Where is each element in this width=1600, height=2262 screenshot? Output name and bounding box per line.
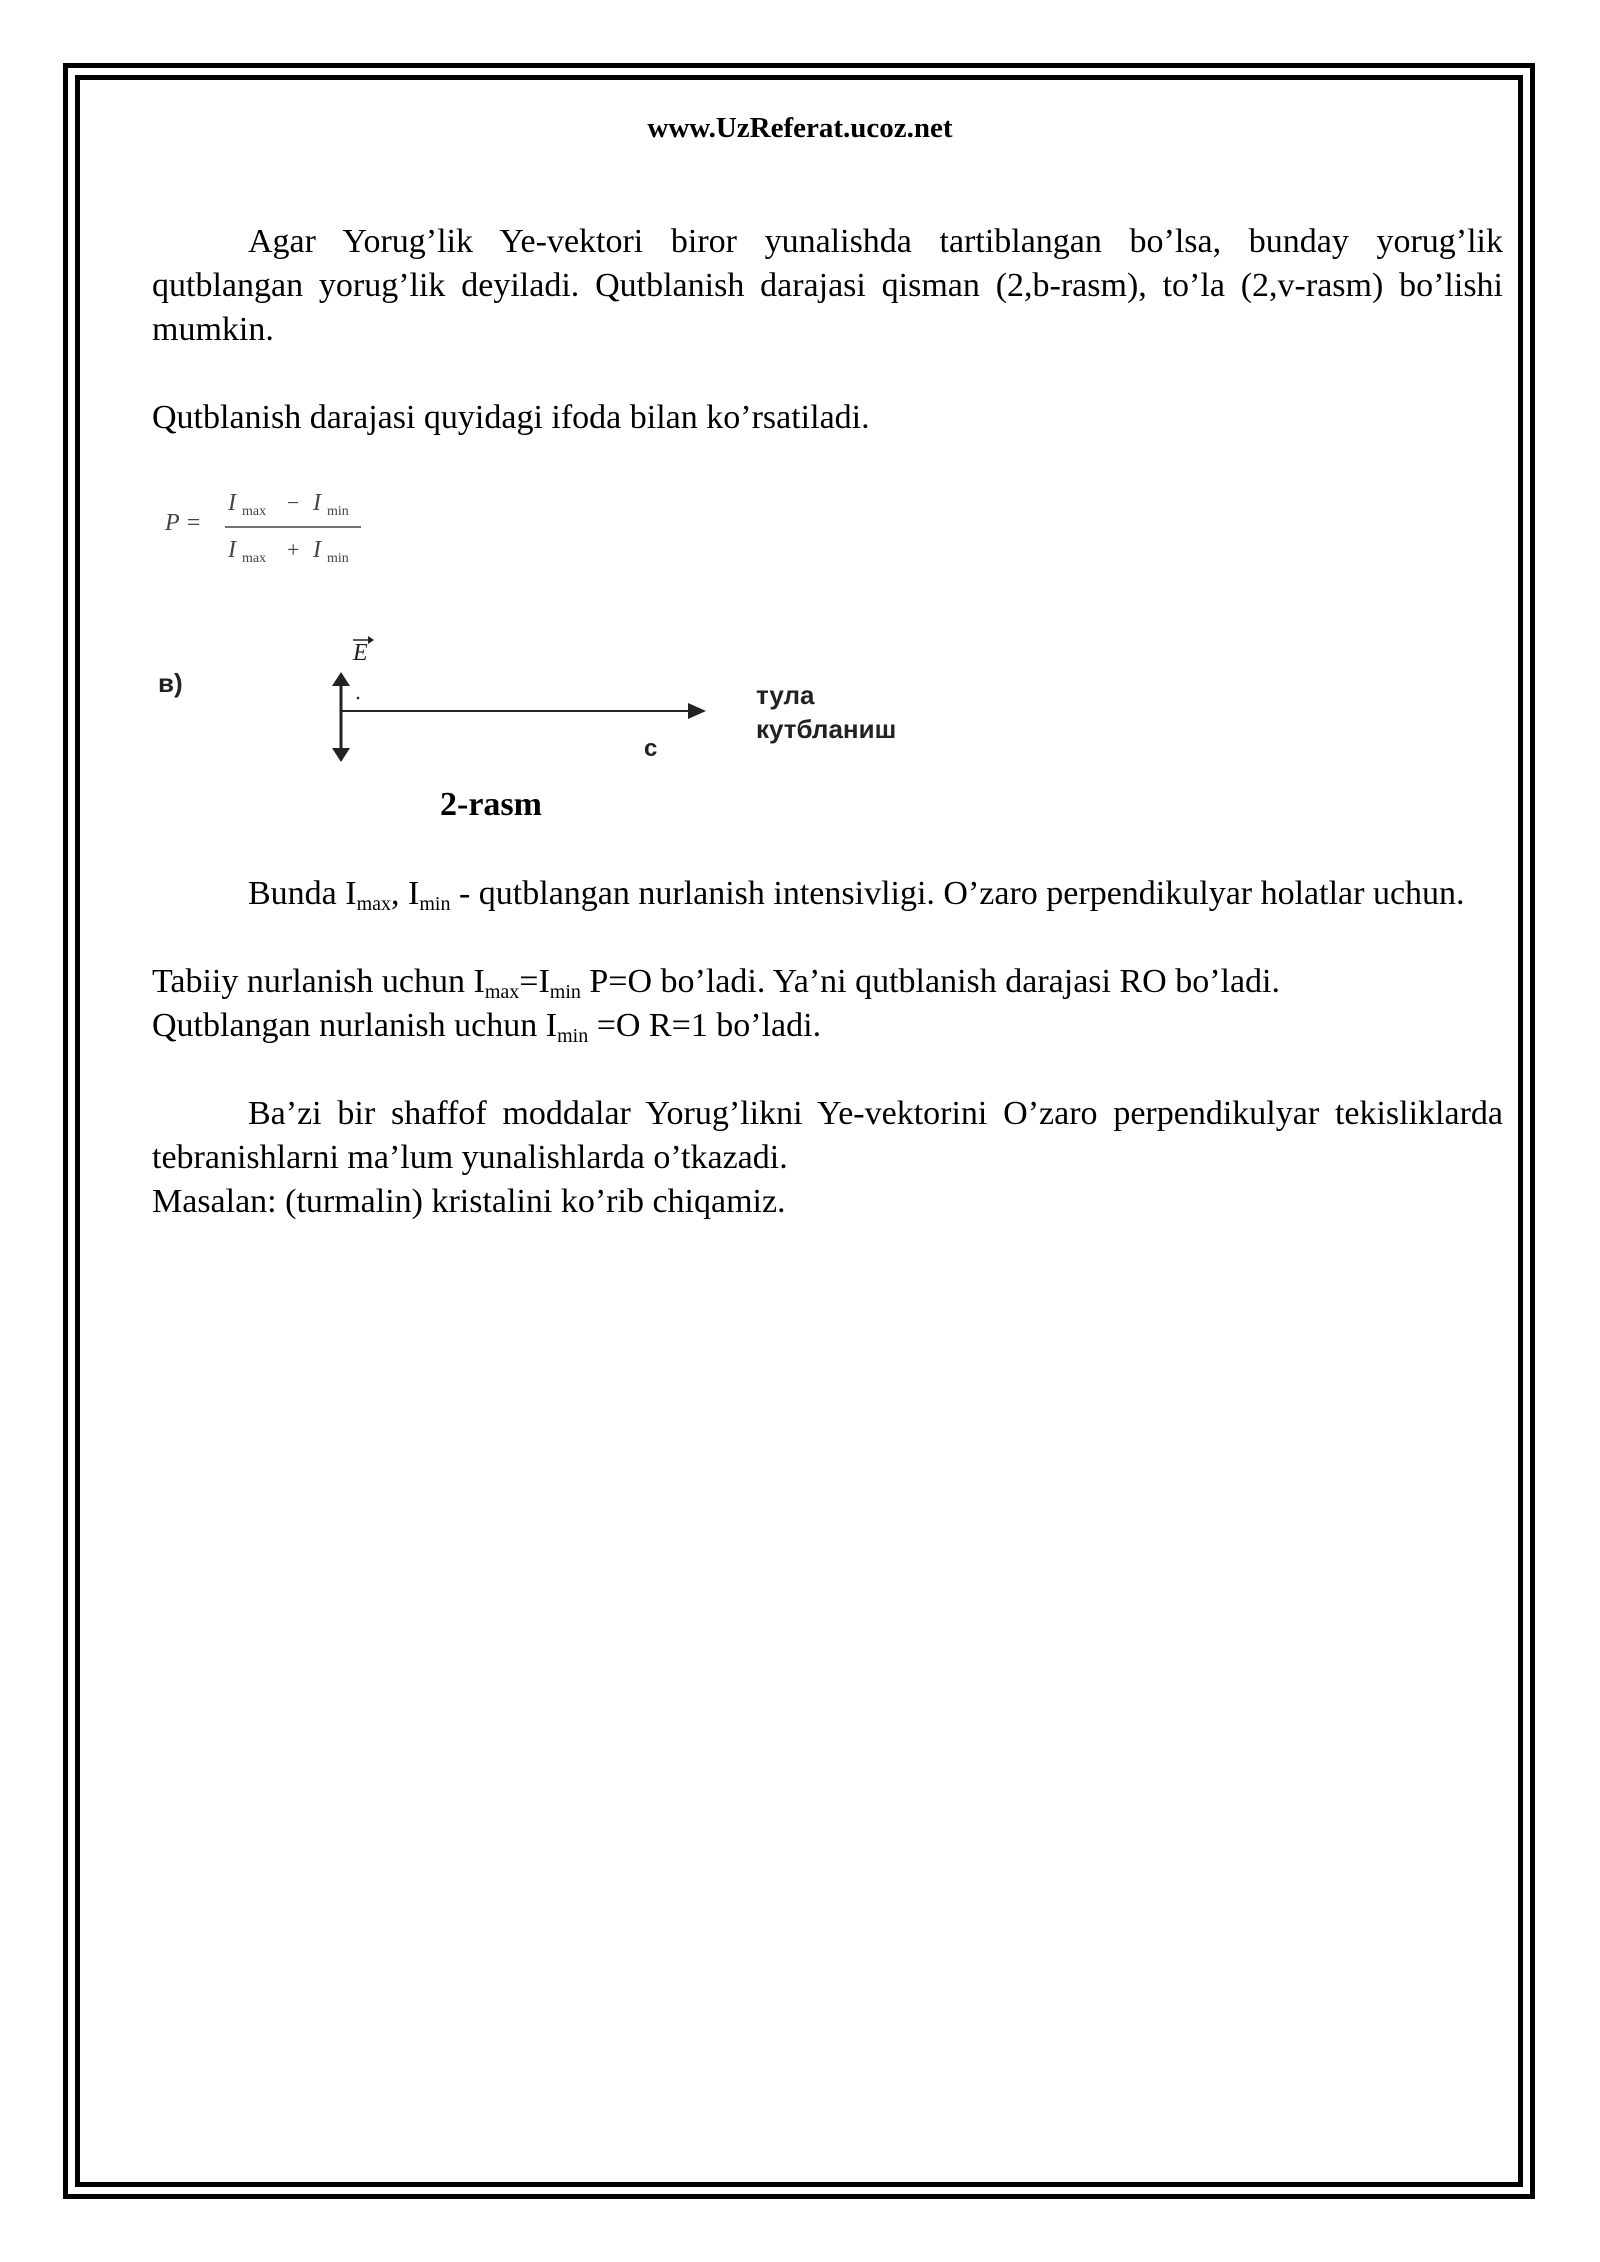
p3-part-b: , I xyxy=(391,875,420,912)
p4-part-a: Tabiiy nurlanish uchun I xyxy=(152,963,485,1000)
formula-den-i1: I xyxy=(228,537,236,563)
propagation-arrow-head xyxy=(688,703,706,719)
dot-marker xyxy=(357,697,360,700)
p4-sub-max: max xyxy=(484,981,520,1003)
paragraph-7: Masalan: (turmalin) kristalini ko’rib chiqamiz. xyxy=(152,1183,786,1220)
paragraph-6: Ba’zi bir shaffof moddalar Yorug’likni Ye-vektorini O’zaro perpendikulyar tekisliklarda tebranishlarni ma’lum yunalishlarda o’tkazadi. xyxy=(152,1095,1503,1176)
formula-num-minus: − xyxy=(287,490,300,515)
p3-part-c: - qutblangan nurlanish intensivligi. O’zaro perpendikulyar holatlar uchun. xyxy=(450,875,1465,912)
p5-part-a: Qutblangan nurlanish uchun I xyxy=(152,1007,558,1044)
formula-den-sub2: min xyxy=(327,551,349,566)
p5-sub-min: min xyxy=(557,1025,589,1047)
paragraph-5 xyxy=(152,1004,1503,1048)
e-vector-up-arrow xyxy=(332,672,350,686)
p4-part-b: =I xyxy=(519,963,550,1000)
figure-caption: 2-rasm xyxy=(440,786,542,823)
side-label-2: кутбланиш xyxy=(756,714,897,744)
side-label-1: тула xyxy=(756,680,815,710)
p3-sub-max: max xyxy=(356,893,392,915)
paragraph-1: Agar Yorug’lik Ye-vektori biror yunalishda tartiblangan bo’lsa, bunday yorug’lik qutblangan yorug’lik deyiladi. Qutblanish darajasi qisman (2,b-rasm), to’la (2,v-rasm) bo’lishi mumkin. xyxy=(152,223,1503,348)
formula-num-sub1: max xyxy=(242,504,267,519)
paragraph-2: Qutblanish darajasi quyidagi ifoda bilan ko’rsatiladi. xyxy=(152,399,870,436)
p3-sub-min: min xyxy=(419,893,451,915)
e-vector-label: E xyxy=(353,640,368,666)
formula-den-sub1: max xyxy=(242,551,267,566)
formula-num-i2: I xyxy=(313,490,321,516)
p4-sub-min: min xyxy=(549,981,581,1003)
p4-part-c: P=O bo’ladi. Ya’ni qutblanish darajasi RO bo’ladi. xyxy=(580,963,1280,1000)
e-vector-overline-head xyxy=(368,636,374,644)
p3-part-a: Bunda I xyxy=(248,875,357,912)
formula-lhs: P = xyxy=(165,510,202,536)
text-block-2 xyxy=(152,872,1503,1224)
formula-den-plus: + xyxy=(287,537,300,562)
formula-den-i2: I xyxy=(313,537,321,563)
formula-num-i1: I xyxy=(228,490,236,516)
formula-num-sub2: min xyxy=(327,504,349,519)
p5-part-b: =O R=1 bo’ladi. xyxy=(588,1007,822,1044)
panel-label: в) xyxy=(158,668,183,698)
paragraph-4 xyxy=(152,960,1503,1004)
text-block-1 xyxy=(152,220,1503,440)
polarization-formula xyxy=(165,485,395,575)
c-label: c xyxy=(644,735,658,762)
e-vector-down-arrow xyxy=(332,748,350,762)
polarization-figure xyxy=(150,630,980,780)
site-header: www.UzReferat.ucoz.net xyxy=(647,112,953,144)
paragraph-3 xyxy=(152,872,1503,916)
